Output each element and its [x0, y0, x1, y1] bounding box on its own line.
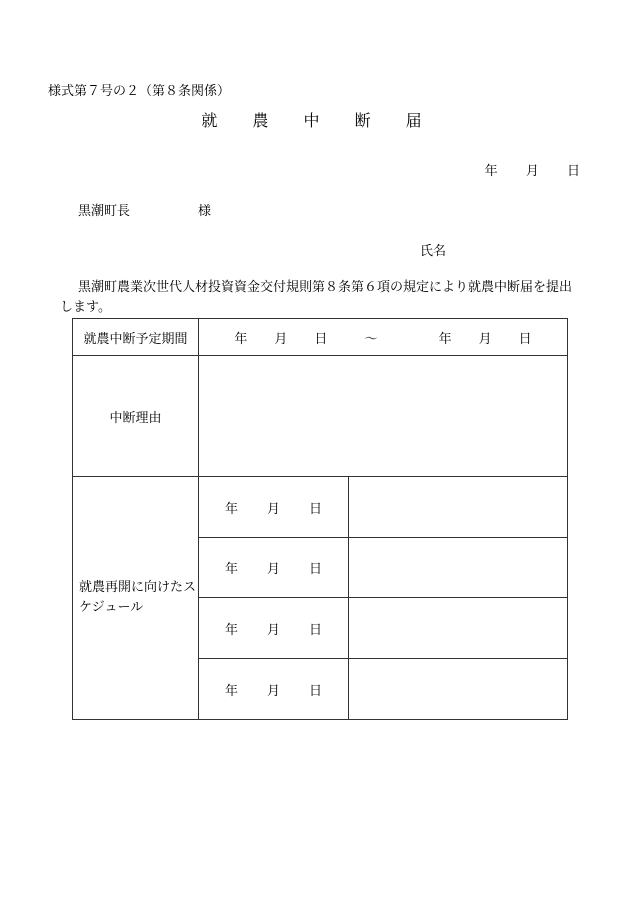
schedule-date-4[interactable]	[199, 659, 349, 720]
schedule-detail-4[interactable]	[349, 659, 568, 720]
end-month-label: 月	[478, 331, 492, 347]
body-text: 黒潮町農業次世代人材投資資金交付規則第８条第６項の規定により就農中断届を提出します。	[60, 280, 573, 315]
schedule-year-label: 年	[224, 683, 238, 699]
schedule-month-label: 月	[266, 562, 280, 577]
addressee: 黒潮町長	[78, 204, 131, 219]
start-year-label: 年	[234, 331, 248, 347]
period-field[interactable]	[199, 319, 568, 356]
form-number: 様式第７号の２（第８条関係）	[48, 84, 231, 99]
schedule-month-label: 月	[266, 683, 280, 699]
month-label: 月	[525, 164, 539, 179]
period-separator: ～	[364, 331, 378, 347]
period-row	[73, 319, 568, 356]
end-day-label: 日	[518, 331, 532, 347]
day-label: 日	[566, 164, 580, 179]
start-month-label: 月	[274, 331, 288, 347]
schedule-day-label: 日	[308, 501, 322, 517]
schedule-row	[73, 477, 568, 538]
schedule-year-label: 年	[224, 562, 238, 577]
schedule-year-label: 年	[224, 622, 238, 638]
schedule-detail-2[interactable]	[349, 538, 568, 598]
reason-label: 中断理由	[73, 356, 199, 477]
start-day-label: 日	[314, 331, 328, 347]
period-label: 就農中断予定期間	[73, 319, 199, 356]
schedule-date-3[interactable]	[199, 598, 349, 659]
schedule-day-label: 日	[308, 622, 322, 638]
schedule-day-label: 日	[308, 683, 322, 699]
schedule-date-2[interactable]	[199, 538, 349, 598]
schedule-detail-1[interactable]	[349, 477, 568, 538]
schedule-detail-3[interactable]	[349, 598, 568, 659]
end-date	[425, 328, 545, 347]
submission-date	[461, 160, 580, 179]
page-title: 就 農 中 断 届	[201, 111, 437, 130]
honorific: 様	[198, 204, 212, 219]
schedule-day-label: 日	[308, 562, 322, 577]
reason-row	[73, 356, 568, 477]
end-year-label: 年	[438, 331, 452, 347]
schedule-month-label: 月	[266, 501, 280, 517]
start-date	[221, 328, 341, 347]
applicant-name-label: 氏名	[420, 244, 447, 259]
schedule-year-label: 年	[224, 501, 238, 517]
schedule-label: 就農再開に向けたスケジュール	[73, 477, 199, 720]
form-table	[72, 318, 568, 720]
schedule-date-1[interactable]	[199, 477, 349, 538]
year-label: 年	[484, 164, 498, 179]
reason-field[interactable]	[199, 356, 568, 477]
schedule-month-label: 月	[266, 622, 280, 638]
